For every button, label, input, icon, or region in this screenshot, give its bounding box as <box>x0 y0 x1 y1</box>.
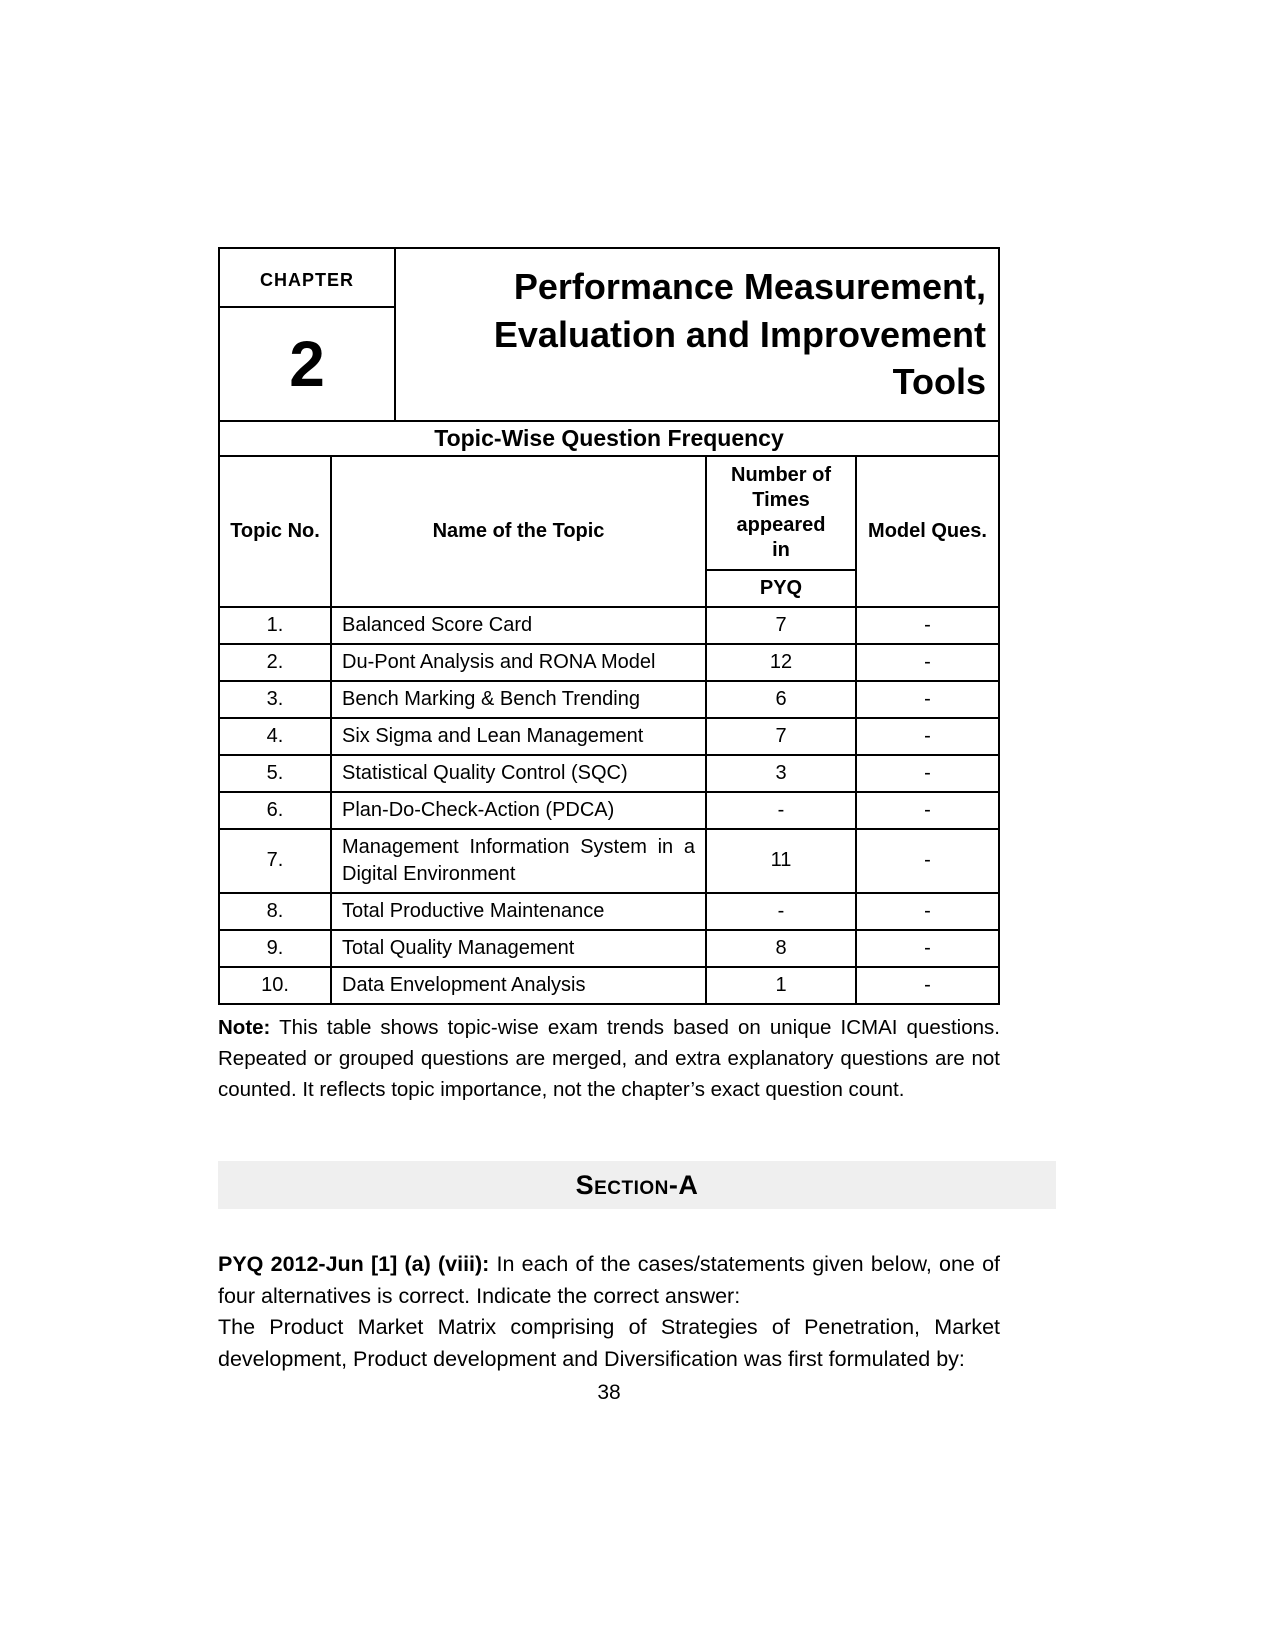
topic-name-text: Management Information System in a Digital Environment <box>342 835 695 885</box>
header-model-ques: Model Ques. <box>868 519 987 542</box>
chapter-header-row <box>220 249 998 422</box>
pyq-count: 1 <box>707 968 857 1003</box>
table-note <box>218 1012 1000 1105</box>
header-topic-no: Topic No. <box>220 457 332 606</box>
topic-name <box>332 968 707 1003</box>
pyq-count: 6 <box>707 682 857 717</box>
table-row <box>220 756 998 793</box>
section-band <box>218 1161 1056 1209</box>
model-ques-value: - <box>924 724 931 747</box>
topic-no: 7. <box>220 830 332 892</box>
table-row <box>220 645 998 682</box>
topic-name <box>332 719 707 754</box>
pyq-count: 7 <box>707 608 857 643</box>
table-row <box>220 608 998 645</box>
model-ques-value: - <box>924 761 931 784</box>
question-reference: PYQ 2012-Jun [1] (a) (viii): <box>218 1252 490 1277</box>
question-block <box>218 1249 1000 1375</box>
topic-name <box>332 682 707 717</box>
header-appeared: Number of Times appeared in <box>707 457 855 571</box>
pyq-count: - <box>707 894 857 929</box>
topic-name <box>332 931 707 966</box>
topic-no: 9. <box>220 931 332 966</box>
chapter-box <box>220 249 396 420</box>
table-caption: Topic-Wise Question Frequency <box>220 422 998 457</box>
table-header-row <box>220 457 998 608</box>
table-row <box>220 931 998 968</box>
model-ques-value: - <box>924 973 931 996</box>
question-intro <box>218 1249 1000 1312</box>
page-number: 38 <box>597 1381 621 1405</box>
topic-no: 6. <box>220 793 332 828</box>
topic-name-text: Data Envelopment Analysis <box>342 973 586 996</box>
topic-no: 4. <box>220 719 332 754</box>
model-ques-value: - <box>924 650 931 673</box>
topic-no: 8. <box>220 894 332 929</box>
chapter-label: chapter <box>220 249 394 308</box>
model-ques-value: - <box>924 899 931 922</box>
topic-name <box>332 608 707 643</box>
topic-no: 3. <box>220 682 332 717</box>
topic-no: 5. <box>220 756 332 791</box>
question-body: The Product Market Matrix comprising of Strategies of Penetration, Market development, Product development and Diversification was first formulated by: <box>218 1315 1000 1371</box>
pyq-count: 8 <box>707 931 857 966</box>
question-intro-text: In each of the cases/statements given below, one of four alternatives is correct. Indicate the correct answer: <box>218 1252 1001 1308</box>
page-content <box>218 247 1000 1405</box>
topic-name <box>332 894 707 929</box>
header-pyq: PYQ <box>759 576 803 599</box>
chapter-title-line-3: Tools <box>892 361 986 403</box>
topic-name <box>332 793 707 828</box>
chapter-title <box>396 249 998 420</box>
model-ques-value: - <box>924 849 931 872</box>
table-row <box>220 719 998 756</box>
model-ques-value: - <box>924 613 931 636</box>
topic-name <box>332 756 707 791</box>
chapter-number: 2 <box>289 327 325 400</box>
topic-name-text: Statistical Quality Control (SQC) <box>342 761 628 784</box>
pyq-count: 12 <box>707 645 857 680</box>
section-title: Section-A <box>575 1169 699 1200</box>
topic-name-text: Bench Marking & Bench Trending <box>342 687 640 710</box>
chapter-frequency-table <box>218 247 1000 1005</box>
chapter-title-line-1: Performance Measurement, <box>513 266 986 307</box>
topic-name <box>332 645 707 680</box>
header-appeared-column <box>707 457 857 606</box>
pyq-count: 7 <box>707 719 857 754</box>
note-text: This table shows topic-wise exam trends based on unique ICMAI questions. Repeated or grouped questions are merged, and extra explanatory questions are not counted. It reflects topic importance, not the chapter’s exact question count. <box>218 1015 1000 1101</box>
topic-name-text: Plan-Do-Check-Action (PDCA) <box>342 798 615 821</box>
model-ques-value: - <box>924 687 931 710</box>
chapter-title-line-2: Evaluation and Improvement <box>493 313 986 355</box>
topic-name-text: Six Sigma and Lean Management <box>342 724 644 747</box>
pyq-count: 11 <box>707 830 857 892</box>
header-topic-name: Name of the Topic <box>332 457 707 606</box>
topic-no: 2. <box>220 645 332 680</box>
table-row <box>220 793 998 830</box>
topic-no: 1. <box>220 608 332 643</box>
topic-name <box>332 830 707 892</box>
topic-name-text: Total Quality Management <box>342 936 575 959</box>
note-label: Note: <box>218 1015 271 1039</box>
pyq-count: - <box>707 793 857 828</box>
table-row <box>220 830 998 894</box>
model-ques-value: - <box>924 936 931 959</box>
model-ques-value: - <box>924 798 931 821</box>
topic-name-text: Balanced Score Card <box>342 613 533 636</box>
table-row <box>220 968 998 1003</box>
table-row <box>220 682 998 719</box>
topic-name-text: Total Productive Maintenance <box>342 899 605 922</box>
topic-no: 10. <box>220 968 332 1003</box>
table-row <box>220 894 998 931</box>
pyq-count: 3 <box>707 756 857 791</box>
topic-name-text: Du-Pont Analysis and RONA Model <box>342 650 656 673</box>
